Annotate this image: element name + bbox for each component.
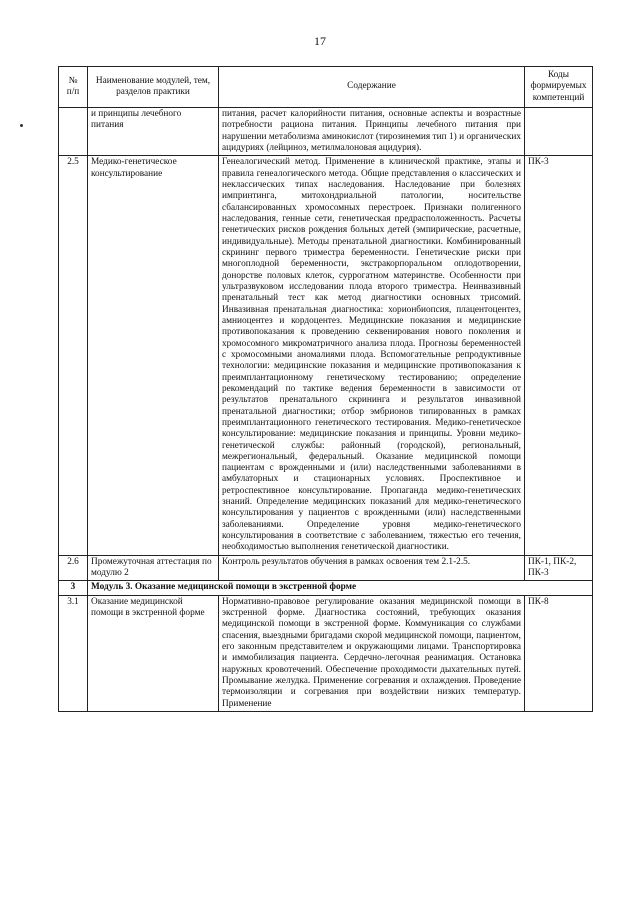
row-content: Нормативно-правовое регулирование оказания медицинской помощи в экстренной форме. Диагностика состояний, требующих оказания медицинской помощи в экстренной форме. Коммуникация со службами спасения, выездными бригадами скорой медицинской помощи, пациентом, его законным представителем и окружающими лицами. Транспортировка и иммобилизация пациента. Сердечно-легочная реанимация. Остановка наружных кровотечений. Обеспечение проходимости дыхательных путей. Промывание желудка. Применение согревания и охлаждения. Проведение термоизоляции и согревания при воздействии низких температур. Применение	[219, 595, 525, 711]
row-name: и принципы лечебного питания	[88, 107, 219, 155]
header-content: Содержание	[219, 67, 525, 108]
table-header-row	[59, 67, 593, 108]
row-content: Генеалогический метод. Применение в клинической практике, этапы и правила генеалогического метода. Общие представления о классических и неклассических типах наследования. Наследование при болезнях импринтинга, митохондриальной патологии, носительстве сбалансированных хромосомных перестроек. Признаки полигенного наследования, генные сети, генетическая предрасположенность. Расчеты генетических рисков рождения больных детей (эмпирические, расчетные, индивидуальные). Методы пренатальной диагностики. Комбинированный скрининг первого триместра беременности. Генетические риски при многоплодной беременности, экстракорпоральном оплодотворении, донорстве половых клеток, суррогатном материнстве. Особенности при ультразвуковом исследовании плода второго триместра. Неинвазивный пренатальный тест как метод диагностики основных трисомий. Инвазивная пренатальная диагностика: хорионбиопсия, плацентоцентез, амниоцентез и кордоцентез. Медицинские показания и медицинские противопоказания к проведению секвенирования нового поколения и хромосомного микроматричного анализа плода. Прогнозы беременностей с хромосомными аномалиями плода. Вспомогательные репродуктивные технологии: медицинские показания и медицинские противопоказания к преимплантационному генетическому тестированию; определение рекомендаций по тактике ведения беременности в зависимости от результатов пренатального скрининга и результатов инвазивной пренатальной диагностики; отбор эмбрионов типированных в рамках преимплантационного генетического тестирования. Медико-генетическое консультирование: медицинские показания и принципы. Уровни медико-генетической службы: районный (городской), региональный, межрегиональный, федеральный. Оказание медицинской помощи пациентам с врожденными и (или) наследственными заболеваниями в амбулаторных и стационарных условиях. Проспективное и ретроспективное консультирование. Пропаганда медико-генетических знаний. Определение медицинских показаний для медико-генетического консультирования у пациентов с врожденными (или) наследственными заболеваниями. Определение уровня медико-генетического консультирования в соответствие с заболеванием, тяжестью его течения, необходимостью выполнения генетической диагностики.	[219, 156, 525, 555]
row-num: 2.5	[59, 156, 88, 555]
header-codes: Коды формируемых компетенций	[525, 67, 593, 108]
row-name: Оказание медицинской помощи в экстренной форме	[88, 595, 219, 711]
row-num: 3.1	[59, 595, 88, 711]
module-row	[59, 581, 593, 595]
table-row	[59, 595, 593, 711]
row-codes: ПК-3	[525, 156, 593, 555]
table-row	[59, 156, 593, 555]
row-content: Контроль результатов обучения в рамках освоения тем 2.1-2.5.	[219, 555, 525, 581]
row-codes: ПК-8	[525, 595, 593, 711]
curriculum-table	[58, 66, 593, 712]
header-name: Наименование модулей, тем, разделов практики	[88, 67, 219, 108]
page-number: 17	[314, 34, 326, 48]
row-name: Медико-генетическое консультирование	[88, 156, 219, 555]
row-codes	[525, 107, 593, 155]
row-name: Промежуточная аттестация по модулю 2	[88, 555, 219, 581]
table-row	[59, 107, 593, 155]
row-num: 2.6	[59, 555, 88, 581]
header-num: № п/п	[59, 67, 88, 108]
table-row	[59, 555, 593, 581]
row-codes: ПК-1, ПК-2, ПК-3	[525, 555, 593, 581]
module-title: Модуль 3. Оказание медицинской помощи в экстренной форме	[88, 581, 593, 595]
row-num	[59, 107, 88, 155]
row-content: питания, расчет калорийности питания, основные аспекты и возрастные потребности рациона питания. Принципы лечебного питания при нарушении метаболизма аминокислот (тирозинемия тип 1) и органических ацидуриях (лейциноз, метилмалоновая ацидурия).	[219, 107, 525, 155]
scan-speck	[20, 124, 23, 127]
module-num: 3	[59, 581, 88, 595]
